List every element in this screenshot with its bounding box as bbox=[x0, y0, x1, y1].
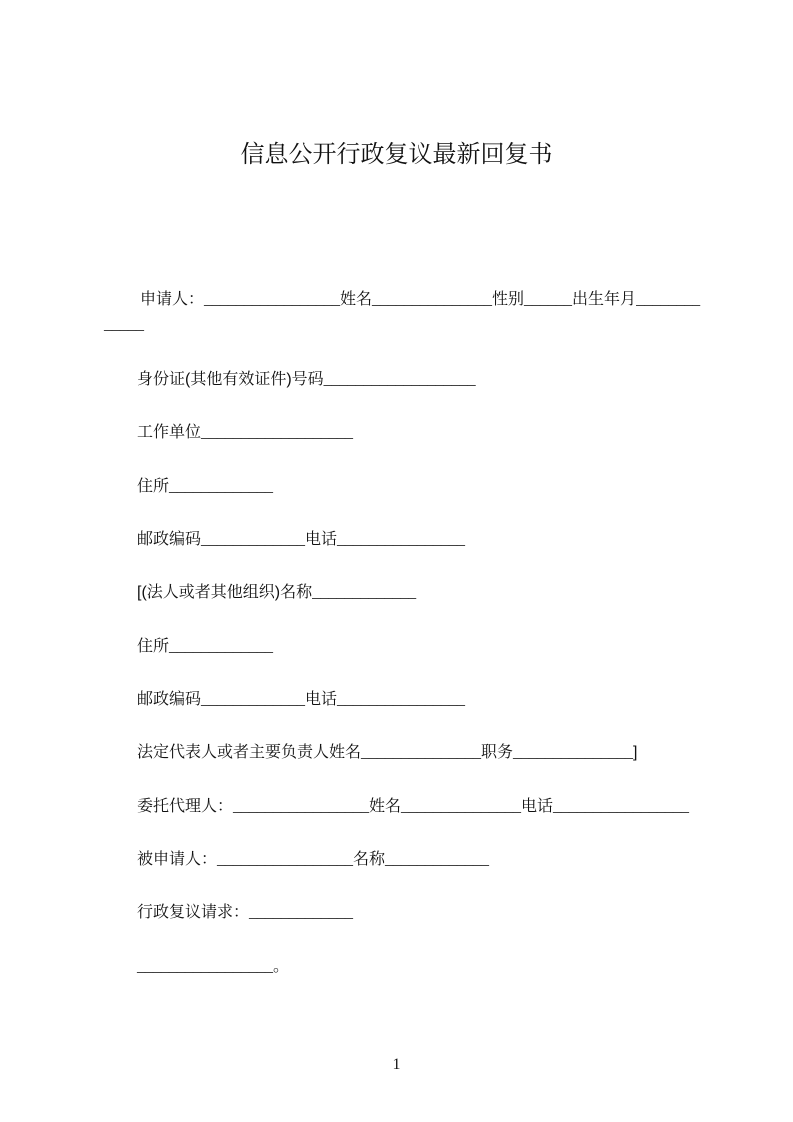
page-number: 1 bbox=[392, 1056, 401, 1073]
respondent-line bbox=[137, 848, 489, 872]
applicant-phone-label: 电话 bbox=[305, 531, 338, 548]
respondent-name-blank: _____________ bbox=[385, 851, 490, 868]
review-request-blank: _____________ bbox=[249, 904, 354, 921]
agent-blank: _________________ bbox=[233, 798, 370, 815]
applicant-line bbox=[140, 288, 700, 312]
applicant-line-continuation bbox=[104, 313, 144, 337]
agent-phone-label: 电话 bbox=[521, 798, 554, 815]
legal-representative-line bbox=[137, 741, 637, 765]
organization-postcode-blank: _____________ bbox=[201, 691, 306, 708]
organization-address-blank: _____________ bbox=[169, 638, 274, 655]
applicant-blank: _________________ bbox=[204, 291, 341, 308]
respondent-name-label: 名称 bbox=[353, 851, 386, 868]
applicant-phone-blank: ________________ bbox=[337, 531, 466, 548]
applicant-postcode-blank: _____________ bbox=[201, 531, 306, 548]
review-request-line bbox=[137, 901, 353, 925]
organization-address-line bbox=[137, 635, 273, 659]
agent-phone-blank: _________________ bbox=[553, 798, 690, 815]
end-mark: 。 bbox=[273, 958, 290, 975]
organization-phone-label: 电话 bbox=[305, 691, 338, 708]
organization-name-line bbox=[137, 581, 416, 605]
applicant-address-line bbox=[137, 475, 273, 499]
applicant-postcode-label: 邮政编码 bbox=[137, 531, 202, 548]
employer-label: 工作单位 bbox=[137, 424, 202, 441]
organization-address-label: 住所 bbox=[137, 638, 170, 655]
applicant-birth-blank: ________ bbox=[636, 291, 701, 308]
applicant-address-label: 住所 bbox=[137, 478, 170, 495]
applicant-label: 申请人： bbox=[140, 291, 205, 308]
organization-name-blank: _____________ bbox=[312, 584, 417, 601]
employer-line bbox=[137, 421, 353, 445]
review-request-content-line bbox=[137, 955, 289, 979]
position-label: 职务 bbox=[481, 744, 514, 761]
organization-postcode-label: 邮政编码 bbox=[137, 691, 202, 708]
organization-contact-line bbox=[137, 688, 465, 712]
applicant-birth-blank-continued: _____ bbox=[104, 316, 144, 333]
document-title: 信息公开行政复议最新回复书 bbox=[240, 141, 553, 168]
review-request-content-blank: _________________ bbox=[137, 958, 273, 975]
employer-blank: ___________________ bbox=[201, 424, 354, 441]
position-blank: _______________ bbox=[513, 744, 634, 761]
agent-name-blank: _______________ bbox=[401, 798, 522, 815]
review-request-label: 行政复议请求： bbox=[137, 904, 250, 921]
id-number-blank: ___________________ bbox=[323, 371, 476, 388]
respondent-blank: _________________ bbox=[217, 851, 354, 868]
respondent-label: 被申请人： bbox=[137, 851, 218, 868]
agent-label: 委托代理人： bbox=[137, 798, 234, 815]
agent-line bbox=[137, 795, 689, 819]
legal-representative-label: 法定代表人或者主要负责人姓名 bbox=[137, 744, 362, 761]
agent-name-label: 姓名 bbox=[369, 798, 402, 815]
close-bracket: ] bbox=[633, 744, 638, 761]
applicant-gender-label: 性别 bbox=[492, 291, 525, 308]
id-number-label: 身份证(其他有效证件)号码 bbox=[137, 371, 324, 388]
organization-name-label: [(法人或者其他组织)名称 bbox=[137, 584, 313, 601]
applicant-name-label: 姓名 bbox=[340, 291, 373, 308]
applicant-contact-line bbox=[137, 528, 465, 552]
applicant-gender-blank: ______ bbox=[524, 291, 573, 308]
legal-representative-blank: _______________ bbox=[361, 744, 482, 761]
applicant-address-blank: _____________ bbox=[169, 478, 274, 495]
applicant-birth-label: 出生年月 bbox=[572, 291, 637, 308]
id-number-line bbox=[137, 368, 476, 392]
organization-phone-blank: ________________ bbox=[337, 691, 466, 708]
applicant-name-blank: _______________ bbox=[372, 291, 493, 308]
